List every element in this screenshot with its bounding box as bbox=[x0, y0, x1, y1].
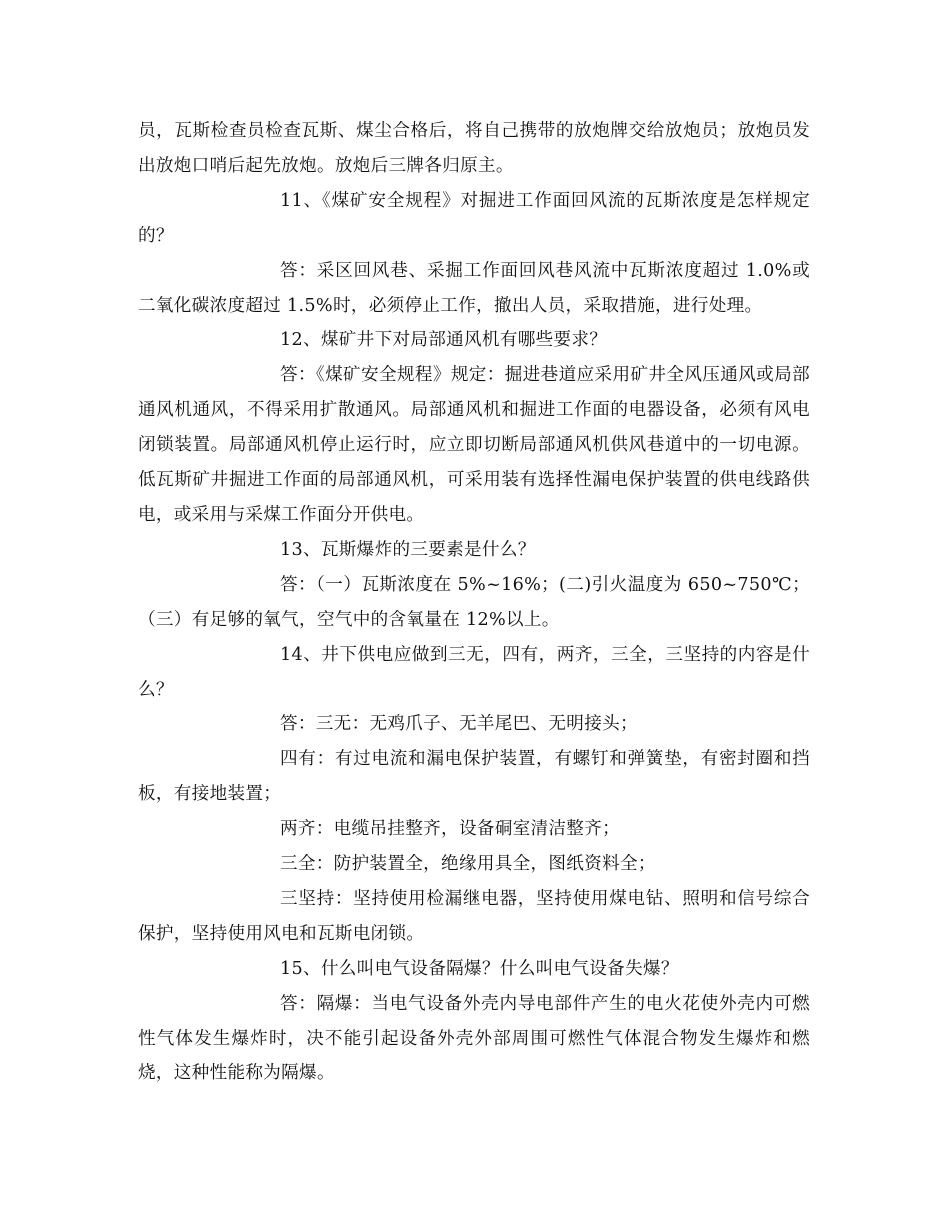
answer-14-two-neat: 两齐：电缆吊挂整齐，设备硐室清洁整齐； bbox=[280, 819, 620, 840]
answer-12: 答：《煤矿安全规程》规定：掘进巷道应采用矿井全风压通风或局部通风机通风，不得采用扩散通风。局部通风机和掘进工作面的电器设备，必须有风电闭锁装置。局部通风机停止运行时，应立即切断局部通风机供风巷道中的一切电源。低瓦斯矿井掘进工作面的局部通风机，可采用装有选择性漏电保护装置的供电线路供电，或采用与采煤工作面分开供电。 bbox=[138, 365, 810, 525]
document-body bbox=[138, 114, 810, 1091]
question-15: 15、什么叫电气设备隔爆？什么叫电气设备失爆？ bbox=[280, 958, 679, 979]
answer-14-three-complete: 三全：防护装置全，绝缘用具全，图纸资料全； bbox=[280, 854, 656, 875]
answer-14-four-have: 四有：有过电流和漏电保护装置，有螺钉和弹簧垫，有密封圈和挡板，有接地装置； bbox=[138, 749, 810, 805]
answer-15: 答：隔爆：当电气设备外壳内导电部件产生的电火花使外壳内可燃性气体发生爆炸时，决不能引起设备外壳外部周围可燃性气体混合物发生爆炸和燃烧，这种性能称为隔爆。 bbox=[138, 993, 810, 1084]
answer-13: 答：（一）瓦斯浓度在 5%~16%；(二)引火温度为 650~750℃；（三）有足够的氧气，空气中的含氧量在 12%以上。 bbox=[138, 574, 810, 630]
question-11: 11、《煤矿安全规程》对掘进工作面回风流的瓦斯浓度是怎样规定的？ bbox=[138, 190, 810, 246]
paragraph-continuation: 员，瓦斯检查员检查瓦斯、煤尘合格后，将自己携带的放炮牌交给放炮员；放炮员发出放炮口哨后起先放炮。放炮后三牌各归原主。 bbox=[138, 121, 810, 176]
answer-11: 答：采区回风巷、采掘工作面回风巷风流中瓦斯浓度超过 1.0%或二氧化碳浓度超过 1.5%时，必须停止工作，撤出人员，采取措施，进行处理。 bbox=[138, 260, 810, 316]
question-12: 12、煤矿井下对局部通风机有哪些要求？ bbox=[280, 330, 608, 351]
question-13: 13、瓦斯爆炸的三要素是什么？ bbox=[280, 539, 536, 560]
question-14: 14、井下供电应做到三无，四有，两齐，三全，三坚持的内容是什么？ bbox=[138, 644, 810, 700]
answer-14-three-no: 答：三无：无鸡爪子、无羊尾巴、无明接头； bbox=[280, 714, 638, 735]
answer-14-three-persist: 三坚持：坚持使用检漏继电器，坚持使用煤电钻、照明和信号综合保护，坚持使用风电和瓦斯电闭锁。 bbox=[138, 888, 810, 944]
